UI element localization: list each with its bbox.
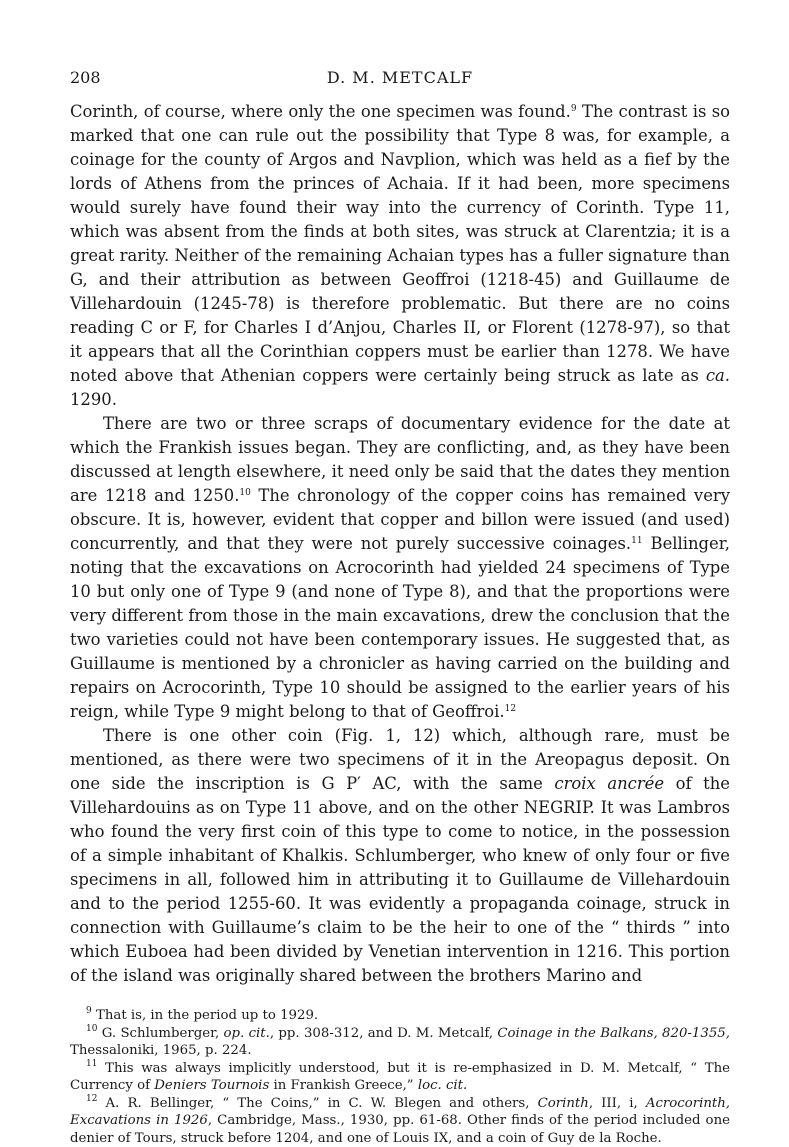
paragraph-2: There are two or three scraps of documentary evidence for the date at which the Frankish issues began. They are conflicting, and, as they have been discussed at length elsewhere, it need only be said that the dates they mention are 1218 and 1250.10 The chronology of the copper coins has remained very obscure. It is, however, evident that copper and billon were issued (and used) concurrently, and that they were not purely successive coinages.$^{11}$ Bellinger, noting that the excavations on Acrocorinth had yielded 24 specimens of Type 10 but only one of Type 9 (and none of Type 8), and that the proportions were very different from those in the main excavations, drew the conclusion that the two varieties could not have been contemporary issues. He suggested that, as Guillaume is mentioned by a chronicler as having carried on the building and repairs on Acrocorinth, Type 10 should be assigned to the earlier years of his reign, while Type 9 might belong to that of Geoffroi.$^{12}$ bbox=[70, 412, 730, 724]
footnote-12: $^{12}$ A. R. Bellinger, “ The Coins,” in C. W. Blegen and others, Corinth, III, i, Acrocorinth, Excavations in 1926, Cambridge, Mass., 1930, pp. 61-68. Other finds of the period included one denier of Tours, struck before 1204, and one of Louis IX, and a coin of Guy de la Roche. bbox=[70, 1095, 730, 1147]
footnote-ref-10[interactable]: 10 bbox=[239, 488, 250, 498]
paragraph-3: There is one other coin (Fig. 1, 12) which, although rare, must be mentioned, as there were two specimens of it in the Areopagus deposit. On one side the inscription is G P′ AC, with the same croix ancrée of the Villehardouins as on Type 11 above, and on the other NEGRIP. It was Lambros who found the very first coin of this type to come to notice, in the possession of a simple inhabitant of Khalkis. Schlumberger, who knew of only four or five specimens in all, followed him in attributing it to Guillaume de Villehardouin and to the period 1255-60. It was evidently a propaganda coinage, struck in connection with Guillaume’s claim to be the heir to one of the “ thirds ” into which Euboea had been divided by Venetian intervention in 1216. This portion of the island was originally shared between the brothers Marino and bbox=[70, 724, 730, 988]
footnote-10: $^{10}$ G. Schlumberger, op. cit., pp. 308-312, and D. M. Metcalf, Coinage in the Balkans, 820-1355, Thessaloniki, 1965, p. 224. bbox=[70, 1025, 730, 1060]
body-text bbox=[70, 100, 730, 988]
footnote-11: $^{11}$ This was always implicitly understood, but it is re-emphasized in D. M. Metcalf, “ The Currency of Deniers Tournois in Frankish Greece,” loc. cit. bbox=[70, 1060, 730, 1095]
footnotes bbox=[70, 1007, 730, 1147]
footnote-ref-9[interactable]: 9 bbox=[571, 104, 577, 114]
running-title: D. M. METCALF bbox=[70, 68, 730, 87]
footnote-ref-12[interactable]: 12 bbox=[505, 704, 516, 714]
running-header bbox=[70, 68, 730, 92]
paragraph-1: Corinth, of course, where only the one specimen was found.$^9$ The contrast is so marked that one can rule out the possibility that Type 8 was, for example, a coinage for the county of Argos and Navplion, which was held as a fief by the lords of Athens from the princes of Achaia. If it had been, more specimens would surely have found their way into the currency of Corinth. Type 11, which was absent from the finds at both sites, was struck at Clarentzia; it is a great rarity. Neither of the remaining Achaian types has a fuller signature than G, and their attribution as between Geoffroi (1218-45) and Guillaume de Villehardouin (1245-78) is therefore problematic. But there are no coins reading C or F, for Charles I d’Anjou, Charles II, or Florent (1278-97), so that it appears that all the Corinthian coppers must be earlier than 1278. We have noted above that Athenian coppers were certainly being struck as late as ca. 1290. bbox=[70, 100, 730, 412]
page-number: 208 bbox=[70, 68, 101, 87]
footnote-9: $^9$ That is, in the period up to 1929. bbox=[70, 1007, 730, 1025]
page bbox=[70, 68, 730, 1147]
footnote-ref-11[interactable]: 11 bbox=[631, 536, 642, 546]
